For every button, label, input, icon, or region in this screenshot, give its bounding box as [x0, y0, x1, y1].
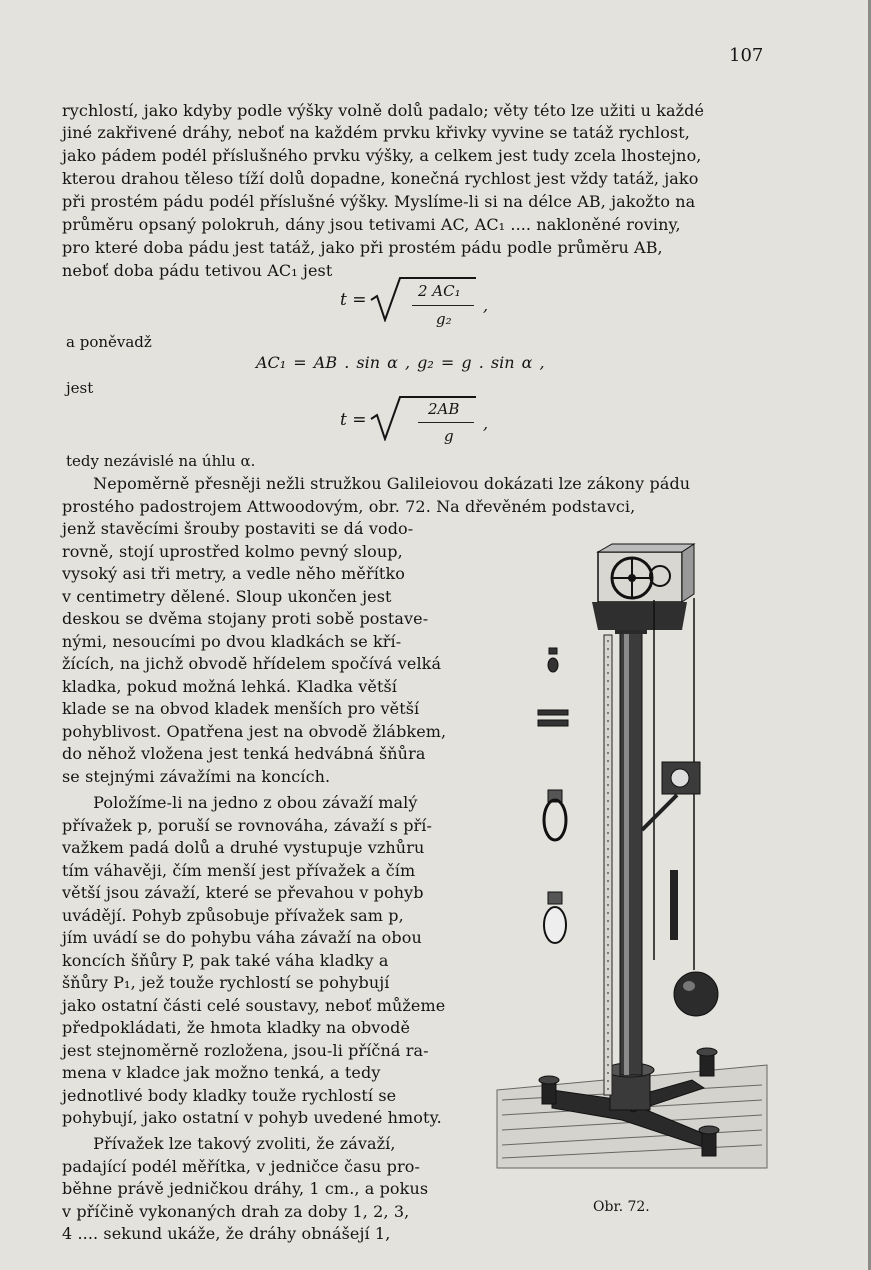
text-line: 4 .... sekund ukáže, že dráhy obnášejí 1, — [62, 1224, 391, 1243]
text-line: neboť doba pádu tetivou AC₁ jest — [62, 261, 333, 280]
text-line: se stejnými závažími na koncích. — [62, 767, 331, 786]
text-line: pohyblivost. Opatřena jest na obvodě žlábkem, — [62, 722, 447, 741]
text-label: a poněvadž — [66, 333, 152, 351]
text-line: padající podél měřítka, v jedničce času pro- — [62, 1157, 420, 1176]
text-line: průměru opsaný polokruh, dány jsou tetivami AC, AC₁ .... nakloněné roviny, — [62, 215, 681, 234]
text-line: jako ostatní části celé soustavy, neboť můžeme — [62, 996, 446, 1015]
formula-numerator: 2 AC₁ — [418, 282, 461, 300]
text-line: Přívažek lze takový zvoliti, že závaží, — [62, 1134, 396, 1153]
figure-caption: Obr. 72. — [593, 1199, 650, 1215]
formula-end: , — [483, 414, 489, 433]
text-line: jednotlivé body kladky touže rychlostí se — [62, 1086, 397, 1105]
pulley-housing — [592, 544, 694, 630]
text-line: koncích šňůry P, pak také váha kladky a — [62, 951, 389, 970]
stop-platform — [642, 762, 700, 830]
measuring-scale — [604, 635, 612, 1095]
text-line: kterou drahou těleso tíží dolů dopadne, konečná rychlost jest vždy tatáž, jako — [62, 169, 699, 188]
formula-denominator: g — [444, 427, 454, 445]
formula-lhs: t = — [340, 290, 367, 310]
text-line: jenž stavěcími šrouby postaviti se dá vodo- — [62, 519, 414, 538]
text-line: do něhož vložena jest tenká hedvábná šňůra — [62, 744, 426, 763]
text-line: deskou se dvěma stojany proti sobě postave- — [62, 609, 429, 628]
pendulum-bob — [674, 972, 718, 1016]
fraction-bar — [418, 422, 474, 423]
text-line: tím váhavěji, čím menší jest přívažek a čím — [62, 861, 416, 880]
rider-weights — [538, 648, 568, 943]
fraction-bar — [412, 305, 474, 306]
text-line: važkem padá dolů a druhé vystupuje vzhůru — [62, 838, 425, 857]
text-line: jako pádem podél příslušného prvku výšky, a celkem jest tudy zcela lhostejno, — [62, 146, 702, 165]
text-line: pro které doba pádu jest tatáž, jako při prostém pádu podle průměru AB, — [62, 238, 663, 257]
text-line: předpokládati, že hmota kladky na obvodě — [62, 1018, 411, 1037]
text-line: uvádějí. Pohyb způsobuje přívažek sam p, — [62, 906, 404, 925]
text-label: jest — [66, 379, 94, 397]
page-number: 107 — [729, 45, 764, 66]
formula-denominator: g₂ — [436, 310, 452, 328]
text-line: v centimetry dělené. Sloup ukončen jest — [62, 587, 392, 606]
text-line: vysoký asi tři metry, a vedle něho měřítko — [62, 564, 405, 583]
text-line: kladka, pokud možná lehká. Kladka větší — [62, 677, 398, 696]
text-line: šňůry P₁, jež touže rychlostí se pohybují — [62, 973, 390, 992]
text-line: pohybují, jako ostatní v pohyb uvedené hmoty. — [62, 1108, 442, 1127]
formula-2: AC₁ = AB . sin α , g₂ = g . sin α , — [256, 353, 545, 372]
weight-left — [670, 870, 678, 940]
text-label: tedy nezávislé na úhlu α. — [66, 452, 256, 470]
text-line: rychlostí, jako kdyby podle výšky volně dolů padalo; věty této lze užiti u každé — [62, 101, 705, 120]
text-line: jím uvádí se do pohybu váha závaží na obou — [62, 928, 422, 947]
text-line: žících, na jichž obvodě hřídelem spočívá velká — [62, 654, 442, 673]
text-line: větší jsou závaží, které se převahou v pohyb — [62, 883, 424, 902]
text-line: přívažek p, poruší se rovnováha, závaží s pří- — [62, 816, 433, 835]
text-line: Nepoměrně přesněji nežli stružkou Galileiovou dokázati lze zákony pádu — [62, 474, 691, 493]
text-line: mena v kladce jak možno tenká, a tedy — [62, 1063, 381, 1082]
text-line: rovně, stojí uprostřed kolmo pevný sloup, — [62, 542, 403, 561]
text-line: klade se na obvod kladek menších pro větší — [62, 699, 420, 718]
text-line: Položíme-li na jedno z obou závaží malý — [62, 793, 418, 812]
text-line: jiné zakřivené dráhy, neboť na každém prvku křivky vyvine se tatáž rychlost, — [62, 123, 690, 142]
formula-end: , — [483, 296, 489, 315]
sqrt-sign — [370, 395, 480, 441]
main-column — [615, 620, 647, 1075]
formula-numerator: 2AB — [428, 400, 460, 418]
formula-lhs: t = — [340, 410, 367, 430]
text-line: prostého padostrojem Attwoodovým, obr. 72. Na dřevěném podstavci, — [62, 497, 636, 516]
text-line: nými, nesoucími po dvou kladkách se kří- — [62, 632, 402, 651]
atwood-machine-illustration — [472, 540, 772, 1190]
text-line: běhne právě jedničkou dráhy, 1 cm., a pokus — [62, 1179, 429, 1198]
text-line: při prostém pádu podél příslušné výšky. Myslíme-li si na délce AB, jakožto na — [62, 192, 696, 211]
text-line: v příčině vykonaných drah za doby 1, 2, 3, — [62, 1202, 410, 1221]
text-line: jest stejnoměrně rozložena, jsou-li příčná ra- — [62, 1041, 429, 1060]
